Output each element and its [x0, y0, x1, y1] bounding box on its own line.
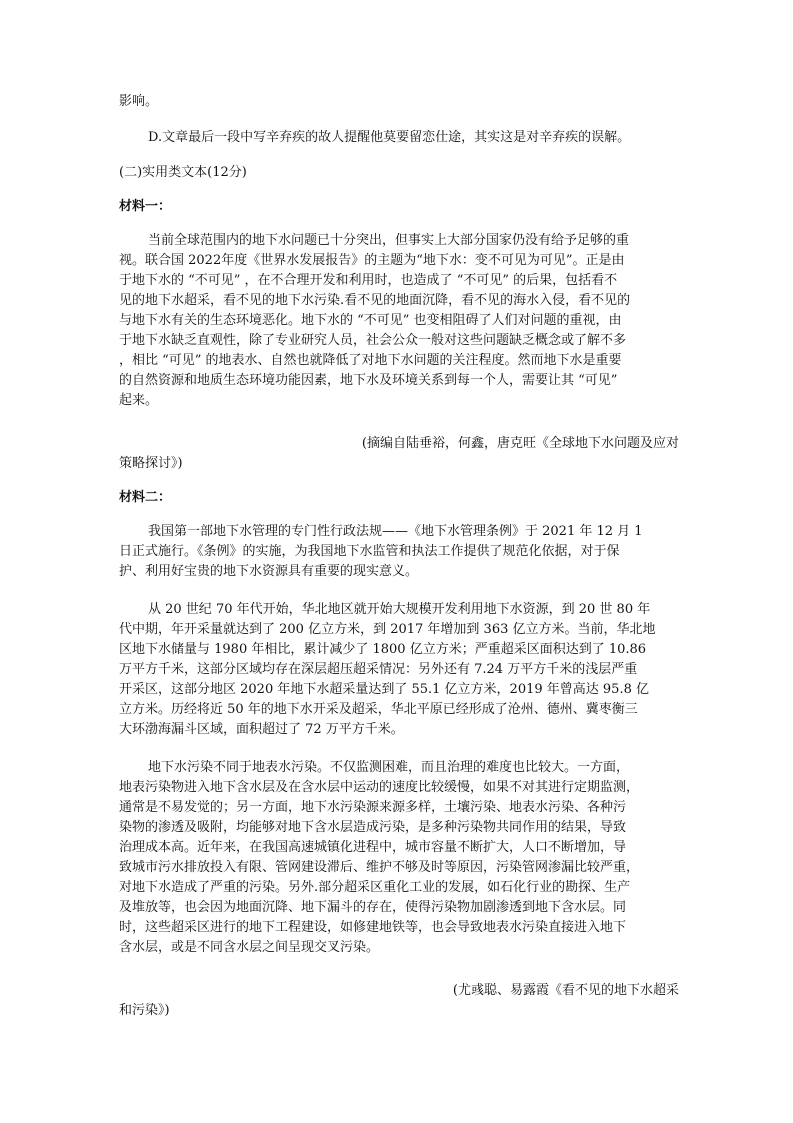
source-line: 和污染》) — [119, 1003, 170, 1018]
material2-paragraph-3 — [119, 758, 679, 958]
material2-line: 含水层，或是不同含水层之间呈现交叉污染。 — [119, 940, 380, 955]
material1-line: 见的地下水超采，看不见的地下水污染.看不见的地面沉降，看不见的海水入侵，看不见的 — [119, 293, 631, 308]
material2-line: 及堆放等，也会因为地面沉降、地下漏斗的存在，使得污染物加剧渗透到地下含水层。同 — [119, 900, 627, 915]
material1-paragraph — [119, 231, 679, 411]
option-d: D.文章最后一段中写辛弃疾的故人提醒他莫要留恋仕途，其实这是对辛弃疾的误解。 — [148, 130, 631, 145]
material2-line: 致城市污水排放投入有限、管网建设滞后、维护不够及时等原因，污染管网渗漏比较严重， — [119, 860, 640, 875]
material2-line: 护、利用好宝贵的地下水资源具有重要的现实意义。 — [119, 564, 419, 579]
material2-line: 日正式施行。《条例》的实施，为我国地下水监管和执法工作提供了规范化依据，对于保 — [119, 544, 620, 559]
material2-line: 通常是不易发觉的；另一方面，地下水污染源来源多样，土壤污染、地表水污染、各种污 — [119, 800, 627, 815]
material1-line: 起来。 — [119, 393, 159, 408]
material2-line: 我国第一部地下水管理的专门性行政法规——《地下水管理条例》于 2021 年 12 月 1 — [148, 524, 643, 539]
material1-line: 的自然资源和地质生态环境功能因素，地下水及环境关系到每一个人，需要让其 “可见” — [119, 373, 618, 388]
material2-paragraph-2 — [119, 600, 679, 740]
material2-line: 染物的渗透及吸附，均能够对地下含水层造成污染，是多种污染物共同作用的结果，导致 — [119, 820, 627, 835]
material2-line: 区地下水储量与 1980 年相比，累计减少了 1800 亿立方米；严重超采区面积达到了 10.86 — [119, 642, 647, 657]
material2-source — [119, 981, 679, 1021]
material2-line: 大环渤海漏斗区域，面积超过了 72 万平方千米。 — [119, 722, 404, 737]
material1-line: 当前全球范围内的地下水问题已十分突出，但事实上大部分国家仍没有给予足够的重 — [148, 233, 630, 248]
material2-line: 治理成本高。近年来，在我国高速城镇化进程中，城市容量不断扩大，人口不断增加，导 — [119, 840, 627, 855]
material2-line: 立方米。历经将近 50 年的地下水开采及超采，华北平原已经形成了沧州、德州、冀枣衡三 — [119, 702, 638, 717]
material1-line: ，相比 “可见” 的地表水、自然也就降低了对地下水问题的关注程度。然而地下水是重要 — [119, 353, 622, 368]
material1-source — [119, 434, 679, 474]
material1-line: 与地下水有关的生态环境恶化。地下水的 “不可见” 也变相阻碍了人们对问题的重视，由 — [119, 313, 622, 328]
material2-line: 开采区，这部分地区 2020 年地下水超采量达到了 55.1 亿立方米，2019 年曾高达 95.8 亿 — [119, 682, 649, 697]
material2-line: 代中期，年开采量就达到了 200 亿立方米，到 2017 年增加到 363 亿立方米。当前，华北地 — [119, 622, 656, 637]
source-line: (尤彧聪、易露霞《看不见的地下水超采 — [452, 983, 679, 998]
material1-line: 于地下水缺乏直观性，除了专业研究人员，社会公众一般对这些问题缺乏概念或了解不多 — [119, 333, 627, 348]
material1-line: 于地下水的 “不可见” ，在不合理开发和利用时，也造成了 “不可见” 的后果，包括看不 — [119, 273, 618, 288]
material2-label: 材料二： — [119, 490, 172, 505]
material2-line: 对地下水造成了严重的污染。另外.部分超采区重化工业的发展，如石化行业的勘探、生产 — [119, 880, 631, 895]
material2-line: 从 20 世纪 70 年代开始，华北地区就开始大规模开发利用地下水资源，到 20 世 80 年 — [148, 602, 651, 617]
source-line: (摘编自陆垂裕，何鑫，唐克旺《全球地下水问题及应对 — [361, 436, 679, 451]
material2-line: 时，这些超采区进行的地下工程建设，如修建地铁等，也会导致地表水污染直接进入地下 — [119, 920, 627, 935]
material2-paragraph-1 — [119, 522, 679, 582]
section-heading: (二)实用类文本(12分) — [119, 165, 247, 180]
material2-line: 万平方千米，这部分区域均存在深层超压超采情况：另外还有 7.24 万平方千米的浅层严重 — [119, 662, 638, 677]
material2-line: 地下水污染不同于地表水污染。不仅监测困难，而且治理的难度也比较大。一方面， — [148, 760, 630, 775]
material1-label: 材料一： — [119, 199, 172, 214]
material1-line: 视。联合国 2022年度《世界水发展报告》的主题为“地下水：变不可见为可见”。正是由 — [119, 253, 625, 268]
source-line: 策略探讨》) — [119, 456, 183, 471]
material2-line: 地表污染物进入地下含水层及在含水层中运动的速度比较缓慢，如果不对其进行定期监测， — [119, 780, 640, 795]
previous-text-tail: 影响。 — [119, 94, 159, 109]
